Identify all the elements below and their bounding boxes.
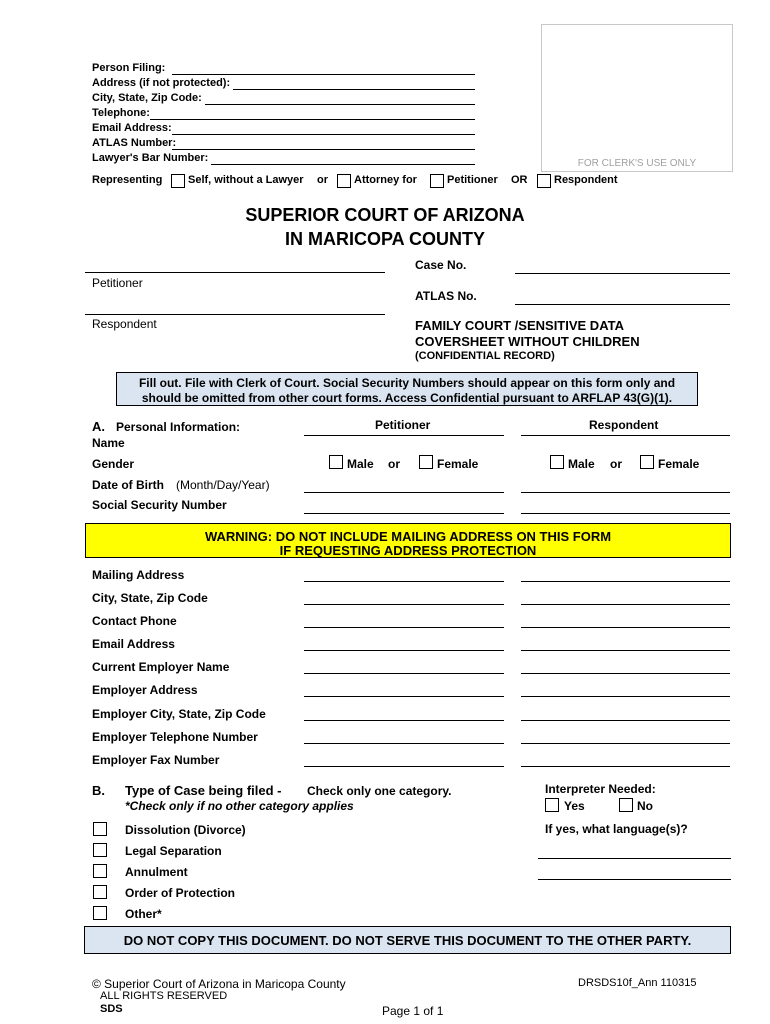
telephone-input[interactable] xyxy=(150,119,475,120)
petitioner-female-label: Female xyxy=(437,457,479,471)
petitioner-female-checkbox[interactable] xyxy=(419,455,433,469)
ssn-label: Social Security Number xyxy=(92,498,227,512)
dob-format: (Month/Day/Year) xyxy=(176,478,270,492)
address-row-label: City, State, Zip Code xyxy=(92,591,208,605)
respondent-address-field[interactable] xyxy=(521,720,730,721)
petitioner-male-label: Male xyxy=(347,457,374,471)
telephone-label: Telephone: xyxy=(92,107,150,119)
attorney-label: Attorney for xyxy=(354,174,417,186)
respondent-address-field[interactable] xyxy=(521,627,730,628)
petitioner-male-checkbox[interactable] xyxy=(329,455,343,469)
col-petitioner-heading: Petitioner xyxy=(375,418,431,432)
respondent-ssn-input[interactable] xyxy=(521,513,730,514)
respondent-address-field[interactable] xyxy=(521,650,730,651)
respondent-caption: Respondent xyxy=(92,317,157,331)
case-no-label: Case No. xyxy=(415,258,467,272)
email-label: Email Address: xyxy=(92,122,172,134)
do-not-copy-text: DO NOT COPY THIS DOCUMENT. DO NOT SERVE THIS DOCUMENT TO THE OTHER PARTY. xyxy=(123,933,692,948)
person-filing-input[interactable] xyxy=(172,74,475,75)
all-rights-reserved: ALL RIGHTS RESERVED xyxy=(100,990,228,1002)
petitioner-address-field[interactable] xyxy=(304,743,504,744)
address-row-label: Employer Address xyxy=(92,683,198,697)
gender-label: Gender xyxy=(92,457,135,471)
section-a-letter: A. xyxy=(92,419,105,434)
address-row-label: Contact Phone xyxy=(92,614,177,628)
interpreter-yes-checkbox[interactable] xyxy=(545,798,559,812)
case-type-label: Legal Separation xyxy=(125,844,222,858)
page-number: Page 1 of 1 xyxy=(382,1004,444,1018)
respondent-male-checkbox[interactable] xyxy=(550,455,564,469)
respondent-name-input[interactable] xyxy=(521,435,730,436)
petitioner-ssn-input[interactable] xyxy=(304,513,504,514)
address-input[interactable] xyxy=(233,89,475,90)
petitioner-name-line[interactable] xyxy=(85,272,385,273)
petitioner-address-field[interactable] xyxy=(304,696,504,697)
bar-number-input[interactable] xyxy=(211,164,475,165)
warning-box xyxy=(85,523,731,558)
rep-petitioner-label: Petitioner xyxy=(447,174,498,186)
col-respondent-heading: Respondent xyxy=(589,418,659,432)
warning-line1: WARNING: DO NOT INCLUDE MAILING ADDRESS ON THIS FORM xyxy=(204,529,612,544)
self-label: Self, without a Lawyer xyxy=(188,174,304,186)
atlas-no-input[interactable] xyxy=(515,304,730,305)
form-title-line1: FAMILY COURT /SENSITIVE DATA xyxy=(415,318,624,333)
respondent-female-checkbox[interactable] xyxy=(640,455,654,469)
respondent-address-field[interactable] xyxy=(521,673,730,674)
case-type-label: Annulment xyxy=(125,865,188,879)
or-caps-label: OR xyxy=(511,174,528,186)
do-not-copy-box xyxy=(84,926,731,954)
respondent-name-line[interactable] xyxy=(85,314,385,315)
form-id: DRSDS10f_Ann 110315 xyxy=(578,977,697,989)
respondent-address-field[interactable] xyxy=(521,696,730,697)
case-type-checkbox[interactable] xyxy=(93,864,107,878)
clerk-use-label: FOR CLERK'S USE ONLY xyxy=(577,158,697,169)
case-type-checkbox[interactable] xyxy=(93,885,107,899)
respondent-address-field[interactable] xyxy=(521,604,730,605)
address-row-label: Email Address xyxy=(92,637,175,651)
confidential-label: (CONFIDENTIAL RECORD) xyxy=(415,350,555,362)
address-row-label: Employer City, State, Zip Code xyxy=(92,707,266,721)
section-b-title: Type of Case being filed - xyxy=(125,783,282,798)
address-row-label: Mailing Address xyxy=(92,568,185,582)
petitioner-address-field[interactable] xyxy=(304,581,504,582)
address-label: Address (if not protected): xyxy=(92,77,231,89)
court-title-line1: SUPERIOR COURT OF ARIZONA xyxy=(245,205,525,225)
form-code: SDS xyxy=(100,1003,123,1015)
atlas-number-input[interactable] xyxy=(172,149,475,150)
petitioner-or-label: or xyxy=(388,457,400,471)
form-title-line2: COVERSHEET WITHOUT CHILDREN xyxy=(415,334,640,349)
interpreter-label: Interpreter Needed: xyxy=(545,782,656,796)
petitioner-address-field[interactable] xyxy=(304,673,504,674)
address-row-label: Employer Fax Number xyxy=(92,753,220,767)
section-a-title: Personal Information: xyxy=(116,420,241,434)
atlas-number-label: ATLAS Number: xyxy=(92,137,177,149)
petitioner-address-field[interactable] xyxy=(304,650,504,651)
self-checkbox[interactable] xyxy=(171,174,185,188)
section-b-instruction: Check only one category. xyxy=(307,784,452,798)
respondent-address-field[interactable] xyxy=(521,743,730,744)
respondent-address-field[interactable] xyxy=(521,766,730,767)
warning-line2: IF REQUESTING ADDRESS PROTECTION xyxy=(279,543,537,558)
language-label: If yes, what language(s)? xyxy=(545,822,688,836)
petitioner-caption: Petitioner xyxy=(92,276,143,290)
email-input[interactable] xyxy=(172,134,475,135)
instructions-line1: Fill out. File with Clerk of Court. Social Security Numbers should appear on this form only and xyxy=(138,376,676,390)
interpreter-yes-label: Yes xyxy=(564,799,585,813)
respondent-dob-input[interactable] xyxy=(521,492,730,493)
person-filing-label: Person Filing: xyxy=(92,62,166,74)
language-input-2[interactable] xyxy=(538,879,731,880)
clerk-use-box xyxy=(541,24,733,172)
address-row-label: Employer Telephone Number xyxy=(92,730,258,744)
or-label: or xyxy=(317,174,328,186)
case-type-label: Order of Protection xyxy=(125,886,236,900)
address-row-label: Current Employer Name xyxy=(92,660,230,674)
copyright: © Superior Court of Arizona in Maricopa County xyxy=(92,977,346,991)
petitioner-address-field[interactable] xyxy=(304,627,504,628)
instructions-line2: should be omitted from other court forms. Access Confidential pursuant to ARFLAP 43(G)(1). xyxy=(141,391,673,405)
case-type-checkbox[interactable] xyxy=(93,843,107,857)
language-input-1[interactable] xyxy=(538,858,731,859)
petitioner-name-input[interactable] xyxy=(304,435,504,436)
city-state-zip-label: City, State, Zip Code: xyxy=(92,92,202,104)
name-label: Name xyxy=(92,436,125,450)
attorney-checkbox[interactable] xyxy=(337,174,351,188)
atlas-no-label: ATLAS No. xyxy=(415,289,477,303)
rep-petitioner-checkbox[interactable] xyxy=(430,174,444,188)
dob-label: Date of Birth xyxy=(92,478,164,492)
instructions-box xyxy=(116,372,698,406)
interpreter-no-checkbox[interactable] xyxy=(619,798,633,812)
case-no-input[interactable] xyxy=(515,273,730,274)
case-type-label: Dissolution (Divorce) xyxy=(125,823,246,837)
court-title-line2: IN MARICOPA COUNTY xyxy=(285,229,485,249)
bar-number-label: Lawyer's Bar Number: xyxy=(92,152,209,164)
respondent-or-label: or xyxy=(610,457,622,471)
section-b-note: *Check only if no other category applies xyxy=(125,799,354,813)
interpreter-no-label: No xyxy=(637,799,653,813)
petitioner-address-field[interactable] xyxy=(304,604,504,605)
petitioner-address-field[interactable] xyxy=(304,720,504,721)
case-type-label: Other* xyxy=(125,907,162,921)
petitioner-dob-input[interactable] xyxy=(304,492,504,493)
respondent-address-field[interactable] xyxy=(521,581,730,582)
respondent-female-label: Female xyxy=(658,457,700,471)
section-b-letter: B. xyxy=(92,783,105,798)
city-state-zip-input[interactable] xyxy=(205,104,475,105)
representing-label: Representing xyxy=(92,174,163,186)
case-type-checkbox[interactable] xyxy=(93,822,107,836)
petitioner-address-field[interactable] xyxy=(304,766,504,767)
respondent-male-label: Male xyxy=(568,457,595,471)
case-type-checkbox[interactable] xyxy=(93,906,107,920)
rep-respondent-checkbox[interactable] xyxy=(537,174,551,188)
rep-respondent-label: Respondent xyxy=(554,174,618,186)
